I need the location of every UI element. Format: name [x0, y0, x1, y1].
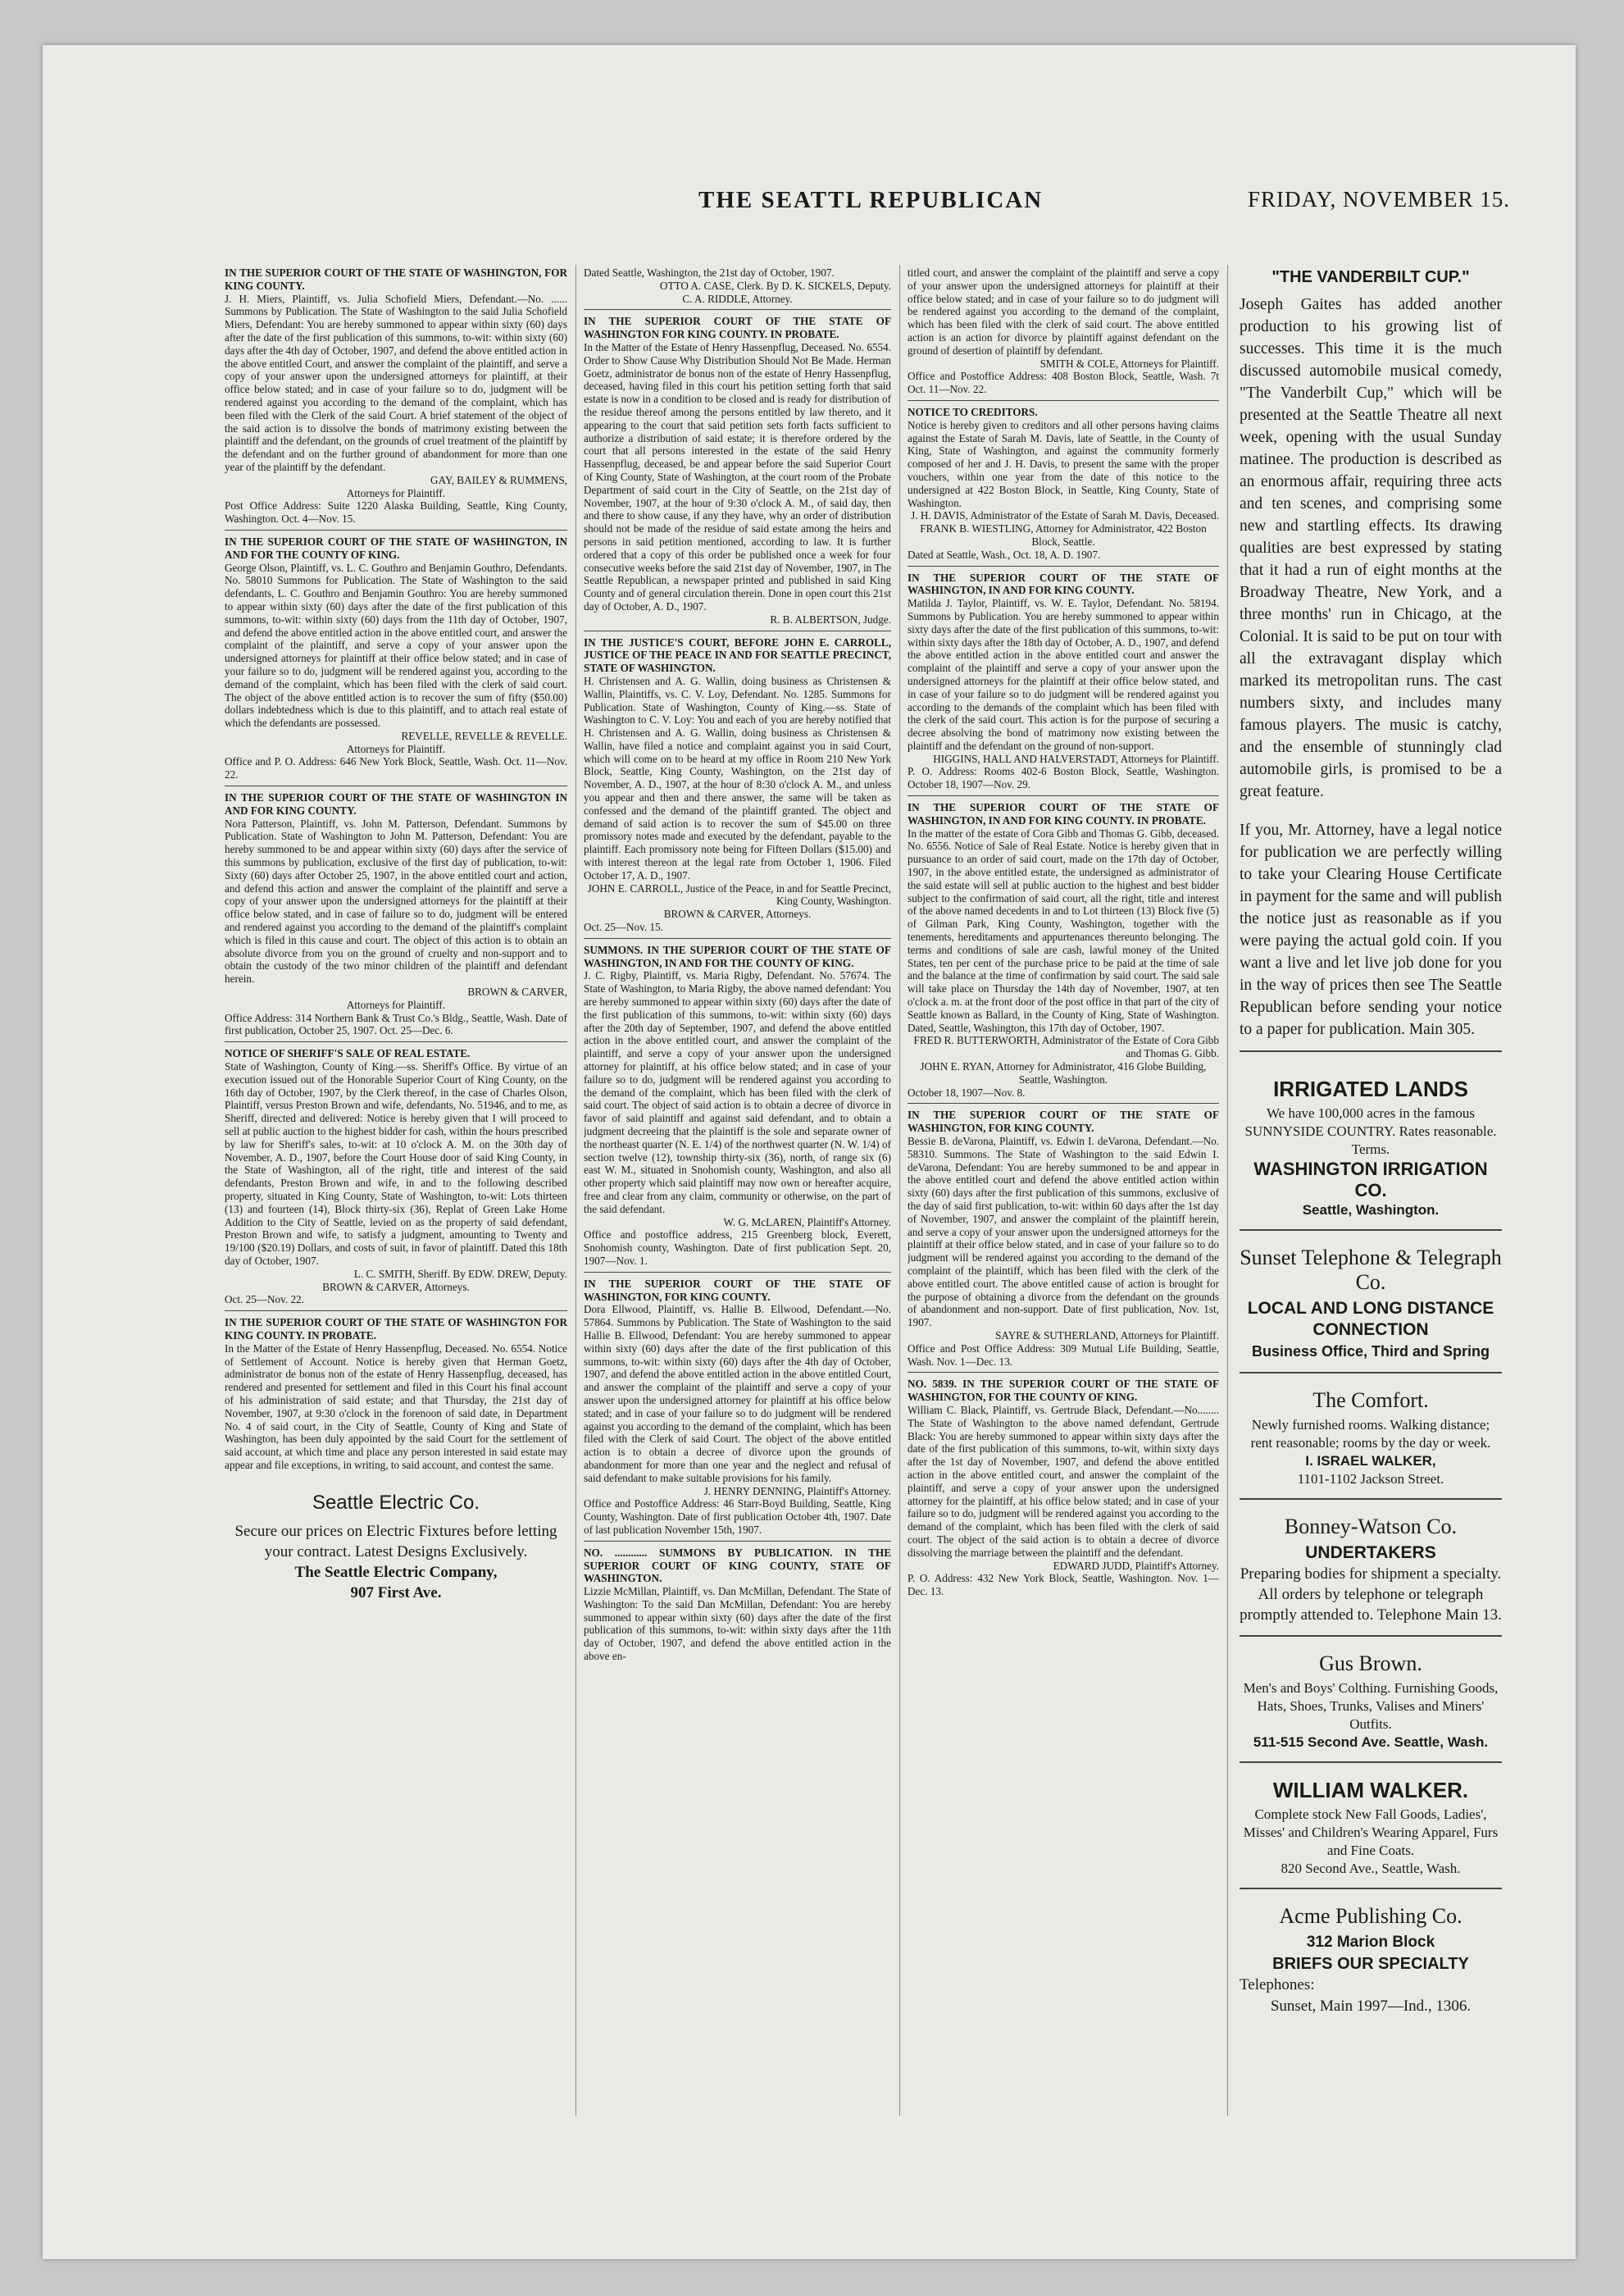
notice-footer: Post Office Address: Suite 1220 Alaska Building, Seattle, King County, Washington. Oct. 4—Nov. 15.	[225, 499, 567, 526]
notice-signature: REVELLE, REVELLE & REVELLE.	[401, 729, 567, 742]
notice-footer: Office Address: 314 Northern Bank & Trust Co.'s Bldg., Seattle, Wash. Date of first publication, October 25, 1907. Oct. 25—Dec. 6.	[225, 1011, 567, 1037]
notice-footer: Office and Postoffice Address: 46 Starr-Boyd Building, Seattle, King County, Washington. Date of first publication October 4th, 1907. Date of last publication November 15th, 1907.	[584, 1497, 891, 1536]
notice-attorney: JOHN E. RYAN, Attorney for Administrator, 416 Globe Building, Seattle, Washington.	[920, 1060, 1207, 1086]
notice-footer: Dated at Seattle, Wash., Oct. 18, A. D. 1907.	[908, 548, 1101, 561]
notice-heading: IN THE SUPERIOR COURT OF THE STATE OF WASHINGTON, FOR KING COUNTY.	[225, 266, 567, 292]
ad-text: Complete stock New Fall Goods, Ladies', Misses' and Children's Wearing Apparel, Furs and Fine Coats.	[1243, 1806, 1499, 1858]
notice-heading: IN THE SUPERIOR COURT OF THE STATE OF WASHINGTON, FOR KING COUNTY.	[908, 1109, 1219, 1135]
ad-company: The Seattle Electric Company,	[294, 1563, 498, 1581]
notice-footer: Office and Postoffice Address: 408 Boston Block, Seattle, Wash. 7t Oct. 11—Nov. 22.	[908, 370, 1219, 396]
notice-signature: SMITH & COLE, Attorneys for Plaintiff.	[1039, 357, 1219, 370]
notice-heading: IN THE SUPERIOR COURT OF THE STATE OF WASHINGTON FOR KING COUNTY. IN PROBATE.	[584, 315, 891, 341]
ad-office: Business Office, Third and Spring	[1251, 1343, 1490, 1360]
seattle-electric-ad	[225, 1492, 567, 1603]
notice-body: Dated Seattle, Washington, the 21st day of October, 1907.	[584, 266, 835, 279]
legal-notices-column-1	[225, 266, 567, 2116]
legal-notice	[908, 801, 1219, 1104]
notice-signature: HIGGINS, HALL AND HALVERSTADT, Attorneys for Plaintiff.	[933, 752, 1219, 765]
notice-heading: NO. ............ SUMMONS BY PUBLICATION. IN THE SUPERIOR COURT OF KING COUNTY, STATE OF WASHINGTON.	[584, 1546, 891, 1585]
notice-attorney: C. A. RIDDLE, Attorney.	[682, 292, 793, 305]
legal-notice	[584, 1278, 891, 1542]
story-title: "THE VANDERBILT CUP."	[1271, 268, 1470, 286]
legal-notice	[584, 1547, 891, 1667]
legal-notices-column-3	[908, 266, 1219, 2116]
ad-company: WASHINGTON IRRIGATION CO.	[1253, 1159, 1488, 1200]
legal-notice	[225, 266, 567, 531]
notice-footer: Office and postoffice address, 215 Greenberg block, Everett, Snohomish county, Washington. Date of first publication Sept. 20, 1907—Nov. 1.	[584, 1228, 891, 1267]
notice-footer: P. O. Address: Rooms 402-6 Boston Block, Seattle, Washington. October 18, 1907—Nov. 29.	[908, 765, 1219, 791]
legal-notice	[908, 572, 1219, 797]
notice-body: H. Christensen and A. G. Wallin, doing business as Christensen & Wallin, Plaintiffs, vs. C. V. Loy, Defendant. No. 1285. Summons for Publication. State of Washington, County of King.—ss. State of Washington to C. V. Loy: You and each of you are hereby notified that H. Christensen and A. G. Wallin, doing business as Christensen & Wallin, have filed a notice and complaint against you in said Court, which will come on to be heard at my office in Room 210 New York Block, Seattle, King County, Washington, on the 21st day of November, A. D., 1907, at the hour of 8:30 o'clock A. M., and unless you appear and then and there answer, the same will be taken as confessed and the demand of the plaintiff granted. The object and demand of said action is to recover the sum of $45.00 on three promissory notes made and executed by the defendant, payable to the plaintiff. Each promissory note being for Fifteen Dollars ($15.00) and with interest thereon at the legal rate from October 1, 1906. Filed October 17, A. D., 1907.	[584, 674, 891, 882]
bonney-watson-ad	[1240, 1506, 1502, 1637]
ad-specialty: BRIEFS OUR SPECIALTY	[1272, 1955, 1469, 1973]
notice-body: Bessie B. deVarona, Plaintiff, vs. Edwin I. deVarona, Defendant.—No. 58310. Summons. The State of Washington to the said Edwin I. deVarona, Defendant: You are hereby summoned to be and appear in the above entitled court and defend the above entitled action within sixty (60) days after the first publication of this summons, exclusive of the day of said first publication, to-wit: within 60 days after the 1st day of November, 1907, and answer the complaint of the plaintiff herein, and serve a copy of your answer upon the undersigned attorneys for the plaintiff at their office below stated, and in case of your failure so to do judgment will be rendered against you according to the demand of the complaint of the plaintiff, which has been filed with the clerk of the above entitled court. The above entitled cause of action is brought for the purpose of obtaining a divorce from the defendant on the grounds of abandonment and non-support. Date of first publication, Nov. 1st, 1907.	[908, 1135, 1219, 1329]
notice-signature: JOHN E. CARROLL, Justice of the Peace, in and for Seattle Precinct, King County, Washington.	[587, 882, 891, 908]
notice-heading: IN THE SUPERIOR COURT OF THE STATE OF WASHINGTON, IN AND FOR KING COUNTY.	[908, 571, 1219, 597]
ad-address: 511-515 Second Ave. Seattle, Wash.	[1253, 1734, 1489, 1750]
ad-owner: I. ISRAEL WALKER,	[1305, 1453, 1436, 1469]
legal-notices-column-2	[584, 266, 891, 2116]
story-body: Joseph Gaites has added another production to his growing list of successes. This time it is the much discussed automobile musical comedy, "The Vanderbilt Cup," which will be presented at the Seattle Theatre all next week, opening with the usual Sunday matinee. The production is described as an enormous affair, requiring three acts and ten scenes, and comprising some new and startling effects. Its drawing qualities are best expressed by stating that it had a run of eight months at the Broadway Theatre, New York, and a three months' run in Chicago, at the Colonial. It is said to be put on tour with all the extravagant display which marked its metropolitan runs. The cast numbers sixty, and includes many famous players. The music is catchy, and the ensemble of stunningly clad automobile girls, is promised to be a great feature.	[1240, 296, 1502, 800]
notice-signature: GAY, BAILEY & RUMMENS,	[430, 473, 567, 486]
ad-title: Gus Brown.	[1319, 1651, 1422, 1675]
notice-attorney: Attorneys for Plaintiff.	[346, 742, 446, 755]
paper-title: THE SEATTL REPUBLICAN	[698, 187, 1044, 213]
ad-text: Preparing bodies for shipment a specialty. All orders by telephone or telegraph promptly attended to. Telephone Main 13.	[1240, 1565, 1502, 1624]
notice-attorney: BROWN & CARVER, Attorneys.	[663, 908, 812, 921]
notice-body: titled court, and answer the complaint of the plaintiff and serve a copy of your answer upon the undersigned attorneys for plaintiff at their office below stated; and in case of your failure so to do judgment will be rendered against you according to the demand of the complaint, which has been filed with the clerk of said court. The above entitled action is an action for divorce by plaintiff against defendant on the ground of desertion of plaintiff by defendant.	[908, 266, 1219, 357]
ad-title: Acme Publishing Co.	[1279, 1904, 1463, 1928]
ad-line: LOCAL AND LONG DISTANCE CONNECTION	[1247, 1299, 1494, 1339]
notice-body: Matilda J. Taylor, Plaintiff, vs. W. E. Taylor, Defendant. No. 58194. Summons by Publication. You are hereby summoned to appear within sixty days after the date of the first publication of this summons, to-wit: within sixty days after the 18th day of October, A. D., 1907, and defend the above entitled action in the above entitled court and answer the complaint of the plaintiff and serve a copy of your answer upon the undersigned attorneys for the plaintiff at their office below stated, and in case of your failure so to do judgment will be rendered against you according to the demands of the complaint which has been filed with the clerk of the said court. This action is for the purpose of securing a decree absolving the bond of matrimony now existing between the plaintiff and the defendant on the ground of non-support.	[908, 597, 1219, 752]
ad-subtitle: UNDERTAKERS	[1305, 1543, 1436, 1562]
notice-signature: OTTO A. CASE, Clerk. By D. K. SICKELS, Deputy.	[659, 279, 891, 292]
legal-notice	[225, 791, 567, 1042]
notice-attorney: Attorneys for Plaintiff.	[346, 998, 446, 1011]
ad-address: 312 Marion Block	[1306, 1934, 1435, 1951]
ad-address: 907 First Ave.	[350, 1583, 442, 1601]
notice-signature: BROWN & CARVER,	[467, 986, 567, 999]
issue-date: FRIDAY, NOVEMBER 15.	[1247, 187, 1510, 212]
ad-telephones: Sunset, Main 1997—Ind., 1306.	[1270, 1998, 1472, 2015]
notice-signature: R. B. ALBERTSON, Judge.	[770, 613, 891, 626]
sunset-telephone-ad	[1240, 1237, 1502, 1374]
gus-brown-ad	[1240, 1643, 1502, 1763]
ad-tel-label: Telephones:	[1240, 1976, 1315, 1993]
notice-signature: EDWARD JUDD, Plaintiff's Attorney.	[1053, 1559, 1219, 1572]
notice-body: In the matter of the estate of Cora Gibb and Thomas G. Gibb, deceased. No. 6556. Notice of Sale of Real Estate. Notice is hereby given that in pursuance to an order of said court, made on the 17th day of October, 1907, in the above entitled estate, the undersigned as administrator of the said estate will sell at public auction to the highest and best bidder subject to the confirmation of said court, all the right, title and interest of the above named decedents in and to Lot thirteen (13) Block five (5) of Gilman Park, King County, Washington, together with the tenements, hereditaments and appurtenances thereunto belonging. The terms and conditions of sale are cash, lawful money of the United States, ten per cent of the purchase price to be paid at the time of sale and the balance at the time of confirmation by said court. The said sale will take place on Thursday the 14th day of November, 1907, at ten o'clock a. m. at the front door of the post office in that part of the city of Seattle known as Ballard, in the County of King, State of Washington. Dated, Seattle, Washington, this 17th day of October, 1907.	[908, 827, 1219, 1034]
notice-footer: October 18, 1907—Nov. 8.	[908, 1086, 1026, 1099]
notice-body: J. C. Rigby, Plaintiff, vs. Maria Rigby, Defendant. No. 57674. The State of Washington, to Maria Rigby, the above named defendant: You are hereby summoned to appear within sixty (60) days after the date of the first publication of this summons, to-wit: within sixty (60) days after the 20th day of September, 1907, and defend the above entitled action in the above entitled court, and answer the complaint of the plaintiff, and serve a copy of your answer upon the undersigned attorney for plaintiff, at his office below stated; and in case of your failure so to do, judgment will be rendered against you according to the demand of the complaint, which has been filed with the clerk of said court. The object of said action is to obtain a decree of divorce in favor of said plaintiff and against said defendant, and to obtain a judgment decreeing that the plaintiff is the sole and separate owner of the northeast quarter (N. E. 1/4) of the northwest quarter (N. W. 1/4) of section twelve (12), township thirty-six (36), north, of range six (6) east W. M., situated in Snohomish county, Washington, and also all other property which said plaintiff may now own or hereafter acquire, free and clear from any claim, community or otherwise, on the part of the said defendant.	[584, 969, 891, 1215]
newspaper-page	[43, 45, 1576, 2259]
ad-title: The Comfort.	[1312, 1388, 1429, 1412]
legal-notice	[908, 266, 1219, 401]
notice-body: In the Matter of the Estate of Henry Hassenpflug, Deceased. No. 6554. Notice of Settlement of Account. Notice is hereby given that Herman Goetz, administrator de bonus non of the estate of Henry Hassenpflug, deceased, has rendered and presented for settlement and filed in this Court his final account of his administration of said estate; and that Thursday, the 21st day of November, 1907, at 9:30 o'clock in the forenoon of said date, in Department No. 4 of said court, in the City of Seattle, County of King and State of Washington, has been duly appointed by the said Court for the settlement of said account, at which time and place any person interested in said estate may appear and file exceptions, in writing, to said account, and contest the same.	[225, 1342, 567, 1471]
column-rule	[899, 265, 900, 2116]
legal-notice	[908, 1109, 1219, 1373]
notice-body: J. H. Miers, Plaintiff, vs. Julia Schofield Miers, Defendant.—No. ...... Summons by Publication. The State of Washington to the said Julia Schofield Miers, Defendant: You are hereby summoned to appear within sixty (60) days after the date of the first publication of this summons, to-wit: within sixty (60) days after the 4th day of October, 1907, and defend the above entitled action in the above entitled Court, and answer the complaint of the plaintiff, and serve a copy of your answer upon the undersigned attorneys for plaintiff, at their office below stated; and in case of your failure so to do, judgment will be rendered against you according to the demand of the complaint, which has been filed with the Clerk of the said Court. A brief statement of the object of the said action is to dissolve the bonds of matrimony existing between the plaintiff and the defendant, on the grounds of cruel treatment of the plaintiff by the defendant and on the further ground of abandonment for more than one year of the plaintiff by the defendant.	[225, 292, 567, 473]
notice-footer: P. O. Address: 432 New York Block, Seattle, Washington. Nov. 1—Dec. 13.	[908, 1572, 1219, 1598]
notice-footer: Oct. 25—Nov. 15.	[584, 921, 663, 934]
ad-title: Bonney-Watson Co.	[1284, 1515, 1458, 1538]
ad-address: 1101-1102 Jackson Street.	[1297, 1471, 1444, 1487]
notice-attorney: Attorneys for Plaintiff.	[346, 486, 446, 499]
notice-heading: NOTICE OF SHERIFF'S SALE OF REAL ESTATE.	[225, 1047, 471, 1060]
notice-heading: SUMMONS. IN THE SUPERIOR COURT OF THE STATE OF WASHINGTON, IN AND FOR THE COUNTY OF KING.	[584, 943, 891, 969]
william-walker-ad	[1240, 1770, 1502, 1889]
notice-signature: L. C. SMITH, Sheriff. By EDW. DREW, Deputy.	[353, 1267, 567, 1280]
the-comfort-ad	[1240, 1380, 1502, 1500]
ad-text: Men's and Boys' Colthing. Furnishing Goods, Hats, Shoes, Trunks, Valises and Miners' Outfits.	[1243, 1680, 1499, 1732]
notice-attorney: BROWN & CARVER, Attorneys.	[322, 1280, 470, 1293]
news-and-ads-column	[1240, 266, 1502, 2116]
notice-heading: IN THE SUPERIOR COURT OF THE STATE OF WASHINGTON, FOR KING COUNTY.	[584, 1277, 891, 1303]
legal-notice	[225, 1316, 567, 1476]
notice-heading: IN THE SUPERIOR COURT OF THE STATE OF WASHINGTON, IN AND FOR THE COUNTY OF KING.	[225, 535, 567, 561]
notice-heading: NOTICE TO CREDITORS.	[908, 405, 1038, 418]
notice-body: Nora Patterson, Plaintiff, vs. John M. Patterson, Defendant. Summons by Publication. State of Washington to John M. Patterson, Defendant: You are hereby summoned to be and appear within sixty (60) days after the service of this summons by publication, exclusive of the first day of publication, to-wit: Sixty (60) days after October 25, 1907, in the above entitled court and action, and defend this action and answer the complaint of the plaintiff and serve a copy of your answer upon the undersigned attorneys for the plaintiff at their office below stated, and in case of failure so to do, judgment will be entered and rendered against you according to the demand of the plaintiff's complaint which is filed in this cause and court. The object of this action is to obtain an absolute divorce from you on the ground of cruelty and non-support and to obtain the custody of the two minor children of the plaintiff and defendant herein.	[225, 817, 567, 986]
ad-text: Newly furnished rooms. Walking distance; rent reasonable; rooms by the day or week.	[1250, 1417, 1491, 1451]
notice-footer: Office and Post Office Address: 309 Mutual Life Building, Seattle, Wash. Nov. 1—Dec. 13.	[908, 1342, 1219, 1368]
ad-title: WILLIAM WALKER.	[1272, 1778, 1469, 1802]
notice-heading: NO. 5839. IN THE SUPERIOR COURT OF THE STATE OF WASHINGTON, FOR THE COUNTY OF KING.	[908, 1378, 1219, 1404]
ad-city: Seattle, Washington.	[1302, 1202, 1440, 1218]
story-body: If you, Mr. Attorney, have a legal notice for publication we are perfectly willing to take your Clearing House Certificate in payment for the same and will publish the notice just as reasonable as if you were paying the actual gold coin. If you want a live and let live job done for you in the way of prices then see The Seattle Republican before sending your notice to a paper for publication. Main 305.	[1240, 822, 1502, 1038]
acme-publishing-ad	[1240, 1896, 1502, 2027]
legal-notice	[584, 636, 891, 939]
ad-title: IRRIGATED LANDS	[1273, 1077, 1468, 1101]
notice-body: William C. Black, Plaintiff, vs. Gertrude Black, Defendant.—No........ The State of Washington to the above named defendant, Gertrude Black: You are hereby summoned to appear within sixty days after the date of the first publication of this summons, to-wit, within sixty days after the 1st day of November, 1907, and defend the above entitled action in the above entitled court, and answer the complaint of the plaintiff, and serve a copy of your answer upon the undersigned attorney for the plaintiff, at his office below stated; and in case of your failure so to do, judgment will be rendered against you according to the demand of the complaint, which has been filed with the clerk of said court. The object of the said action is to obtain a decree of divorce dissolving the marriage between the plaintiff and the defendant.	[908, 1403, 1219, 1559]
notice-body: State of Washington, County of King.—ss. Sheriff's Office. By virtue of an execution issued out of the Honorable Superior Court of King County, on the 16th day of October, 1907, by the Clerk thereof, in the case of Charles Olson, Plaintiff, versus Preston Brown and wife, defendants, No. 51946, and to me, as Sheriff, directed and delivered: Notice is hereby given that I will proceed to sell at public auction to the highest bidder for cash, within the hours prescribed by law for Sheriff's sales, to-wit: at 10 o'clock A. M. on the 30th day of November, A. D., 1907, before the Court House door of said King County, in the State of Washington, all of the right, title and interest of the said defendants, Preston Brown and wife, in and to the following described property, situated in King County, State of Washington, to-wit: Lots thirteen (13) and fourteen (14), Block thirty-six (36), Replat of Green Lake Home Addition to the City of Seattle, levied on as the property of said defendant, Preston Brown and wife, to satisfy a judgment, amounting to Twenty and 19/100 ($20.19) Dollars, and costs of suit, in favor of plaintiff. Dated this 18th day of October, 1907.	[225, 1060, 567, 1267]
notice-body: Dora Ellwood, Plaintiff, vs. Hallie B. Ellwood, Defendant.—No. 57864. Summons by Publication. The State of Washington to the said Hallie B. Ellwood, Defendant: You are hereby summoned to appear within sixty (60) days after the date of the first publication of this summons, to-wit: within sixty (60) days after the 4th day of October, 1907, and defend the above entitled action in the above entitled Court, and answer the complaint of the plaintiff and serve a copy of your answer upon the undersigned attorney for plaintiff at his office below stated; and in case of your failure so to do judgment will be rendered against you according to the demand of the complaint, which has been filed with the Clerk of said Court. The object of the above entitled action is to obtain a decree of divorce upon the grounds of abandonment for more than one year and the neglect and refusal of said defendant to make suitable provisions for his family.	[584, 1303, 891, 1484]
column-rule	[575, 265, 576, 2116]
notice-footer: Office and P. O. Address: 646 New York Block, Seattle, Wash. Oct. 11—Nov. 22.	[225, 755, 567, 781]
notice-footer: Oct. 25—Nov. 22.	[225, 1293, 304, 1306]
notice-signature: W. G. McLAREN, Plaintiff's Attorney.	[723, 1215, 891, 1228]
legal-notice	[584, 315, 891, 631]
ad-text: We have 100,000 acres in the famous SUNNYSIDE COUNTRY. Rates reasonable. Terms.	[1244, 1105, 1497, 1157]
notice-heading: IN THE SUPERIOR COURT OF THE STATE OF WASHINGTON FOR KING COUNTY. IN PROBATE.	[225, 1316, 567, 1342]
irrigated-lands-ad	[1240, 1068, 1502, 1231]
ad-text: Secure our prices on Electric Fixtures before letting your contract. Latest Designs Exclusively.	[234, 1522, 557, 1560]
notice-heading: IN THE JUSTICE'S COURT, BEFORE JOHN E. CARROLL, JUSTICE OF THE PEACE IN AND FOR SEATTLE PRECINCT, STATE OF WASHINGTON.	[584, 636, 891, 675]
notice-attorney: FRANK B. WIESTLING, Attorney for Administrator, 422 Boston Block, Seattle.	[920, 522, 1207, 548]
legal-notice	[225, 535, 567, 786]
ad-title: Sunset Telephone & Telegraph Co.	[1240, 1246, 1502, 1294]
masthead	[108, 180, 1510, 221]
column-rule	[1227, 265, 1228, 2116]
notice-signature: J. H. DAVIS, Administrator of the Estate of Sarah M. Davis, Deceased.	[911, 509, 1219, 522]
notice-signature: J. HENRY DENNING, Plaintiff's Attorney.	[703, 1484, 891, 1497]
legal-notice	[584, 944, 891, 1273]
notice-body: Notice is hereby given to creditors and all other persons having claims against the Estate of Sarah M. Davis, late of Seattle, in the County of King, State of Washington, and against the community formerly composed of her and J. H. Davis, to present the same with the proper vouchers, within one year from the date of this notice to the undersigned at 422 Boston Block, in Seattle, King County, State of Washington.	[908, 418, 1219, 509]
vanderbilt-cup-story	[1240, 266, 1502, 803]
ad-name: Seattle Electric Co.	[312, 1491, 480, 1514]
legal-notice	[225, 1047, 567, 1311]
notice-heading: IN THE SUPERIOR COURT OF THE STATE OF WASHINGTON, IN AND FOR KING COUNTY. IN PROBATE.	[908, 801, 1219, 827]
notice-body: Lizzie McMillan, Plaintiff, vs. Dan McMillan, Defendant. The State of Washington: To the said Dan McMillan, Defendant: You are hereby summoned to appear within sixty (60) days after the date of the first publication of this summons, to-wit: within sixty days after the 11th day of October, 1907, and defend the above entitled action in the above en-	[584, 1585, 891, 1663]
legal-notice	[908, 1378, 1219, 1602]
attorney-notice-story	[1240, 819, 1502, 1052]
notice-body: George Olson, Plaintiff, vs. L. C. Gouthro and Benjamin Gouthro, Defendants. No. 58010 Summons for Publication. The State of Washington to the said defendants, L. C. Gouthro and Benjamin Gouthro: You are hereby summoned to appear within sixty (60) days after the date of the first publication of this summons, to-wit: within sixty (60) days from the 11th day of October, 1907, and defend the above entitled action in the above entitled court, and answer the complaint of the plaintiff, and serve a copy of your answer upon the undersigned attorneys for plaintiff at their office below stated; and in case of your failure so to do, judgment will be rendered against you, according to the demand of the complaint, which has been filed with the clerk of said court. The object of the above entitled action is to recover the sum of fifty ($50.00) dollars indebtedness which is due to this plaintiff, and to attach real estate of which the defendants are possessed.	[225, 561, 567, 730]
notice-signature: FRED R. BUTTERWORTH, Administrator of the Estate of Cora Gibb and Thomas G. Gibb.	[913, 1034, 1219, 1060]
ad-address: 820 Second Ave., Seattle, Wash.	[1281, 1861, 1461, 1876]
legal-notice	[584, 266, 891, 310]
notice-body: In the Matter of the Estate of Henry Hassenpflug, Deceased. No. 6554. Order to Show Cause Why Distribution Should Not Be Made. Herman Goetz, administrator de bonus non of the estate of Henry Hassenpflug, deceased, having filed in this court his petition setting forth that said estate is now in a condition to be closed and is ready for distribution of the residue thereof among the persons entitled by law thereto, and it appearing to the court that said petition sets forth facts sufficient to authorize a distribution of said estate; it is therefore ordered by the court that all persons interested in the estate of the said Henry Hassenpflug, deceased, be and appear before the said Superior Court of King County, State of Washington, at the court room of the Probate Department of said court in the City of Seattle, on the 21st day of November, 1907, at the hour of 9:30 o'clock A. M., of said day, then and there to show cause, if any they have, why an order of distribution should not be made of the residue of said estate among the heirs and persons in said petition mentioned, according to law. It is further ordered that a copy of this order be published once a week for four consecutive weeks before the said 21st day of November, 1907, in The Seattle Republican, a newspaper printed and published in said King County and of general circulation therein. Done in open court this 21st day of October, A. D., 1907.	[584, 340, 891, 613]
legal-notice	[908, 406, 1219, 567]
notice-heading: IN THE SUPERIOR COURT OF THE STATE OF WASHINGTON IN AND FOR KING COUNTY.	[225, 791, 567, 817]
notice-signature: SAYRE & SUTHERLAND, Attorneys for Plaintiff.	[995, 1328, 1219, 1342]
